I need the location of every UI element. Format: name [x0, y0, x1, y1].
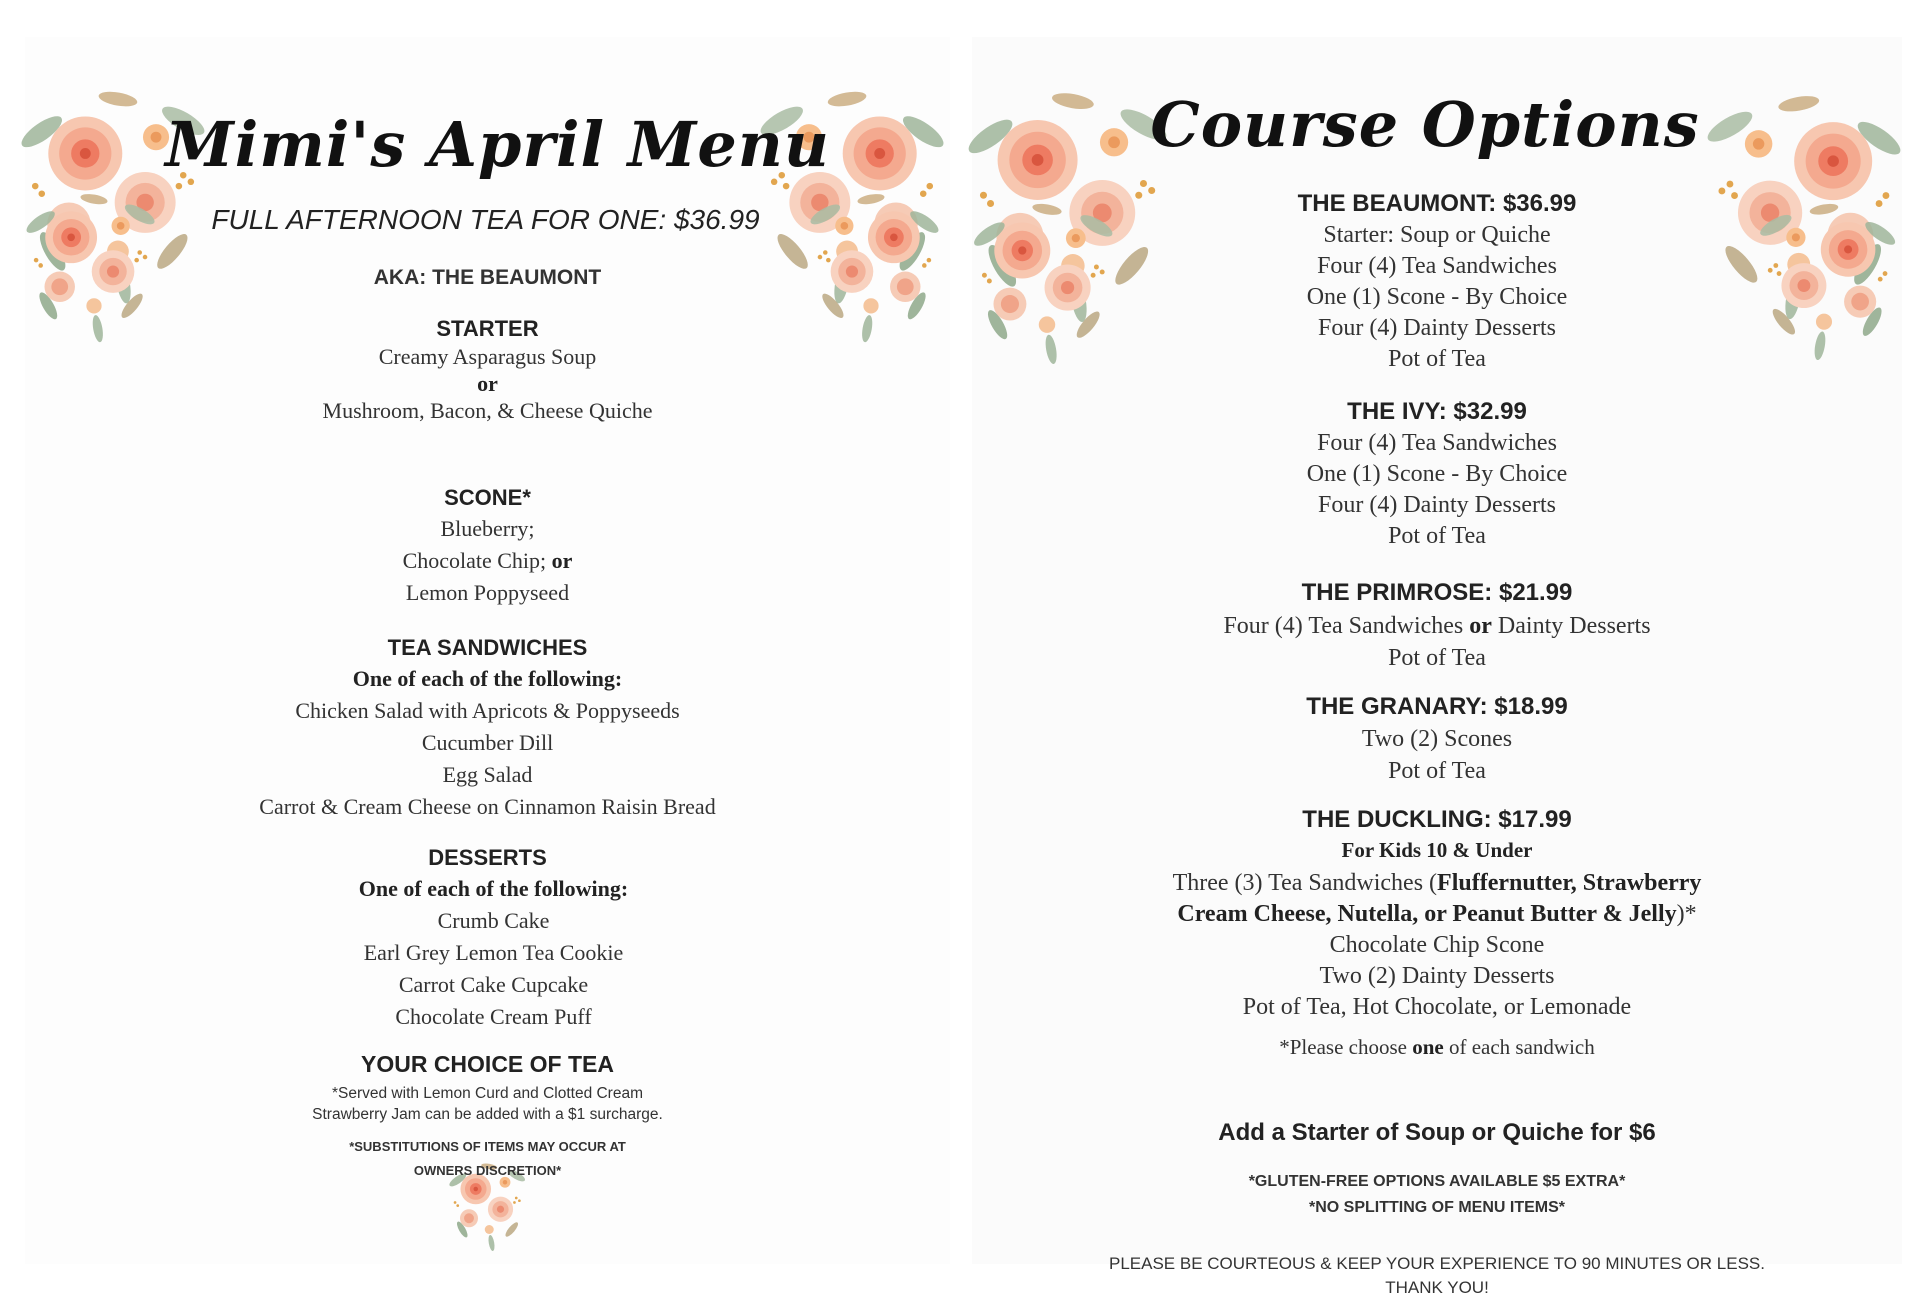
ivy-heading: THE IVY: $32.99: [1347, 398, 1527, 425]
desserts-heading: DESSERTS: [428, 845, 547, 870]
policy-notes: [972, 1169, 1902, 1221]
sandwich-item: Egg Salad: [442, 762, 533, 787]
beaumont-heading: THE BEAUMONT: $36.99: [1297, 190, 1577, 217]
primrose-section: [972, 577, 1902, 673]
scone-item: Chocolate Chip; or: [402, 548, 573, 573]
beaumont-item: Four (4) Dainty Desserts: [1318, 315, 1556, 341]
dessert-item: Earl Grey Lemon Tea Cookie: [363, 940, 624, 965]
ivy-item: Four (4) Dainty Desserts: [1318, 492, 1556, 518]
ivy-item: Four (4) Tea Sandwiches: [1317, 430, 1557, 456]
beaumont-section: [972, 188, 1902, 375]
desserts-subheading: One of each of the following:: [358, 876, 629, 901]
gluten-free-note: *GLUTEN-FREE OPTIONS AVAILABLE $5 EXTRA*: [1248, 1173, 1626, 1190]
duckling-note: *Please choose one of each sandwich: [1279, 1035, 1595, 1059]
courtesy-note: PLEASE BE COURTEOUS & KEEP YOUR EXPERIENCE TO 90 MINUTES OR LESS. THANK YOU!: [1109, 1254, 1765, 1297]
starter-section: [25, 315, 950, 425]
duckling-heading: THE DUCKLING: $17.99: [1302, 806, 1572, 833]
beaumont-item: Pot of Tea: [1388, 346, 1486, 372]
duckling-item: Two (2) Dainty Desserts: [1319, 963, 1555, 989]
scone-item: Lemon Poppyseed: [405, 580, 570, 605]
menu-title: Mimi's April Menu: [165, 108, 830, 181]
starter-option-quiche: Mushroom, Bacon, & Cheese Quiche: [322, 398, 653, 423]
tea-sandwiches-section: [25, 633, 950, 823]
duckling-sandwiches: Three (3) Tea Sandwiches (Fluffernutter, Strawberry: [1172, 870, 1702, 896]
ivy-item: One (1) Scone - By Choice: [1306, 461, 1568, 487]
tea-note: Strawberry Jam can be added with a $1 surcharge.: [312, 1106, 663, 1123]
add-starter-note: Add a Starter of Soup or Quiche for $6: [1218, 1119, 1656, 1146]
course-options-title: Course Options: [1150, 88, 1700, 161]
primrose-item: Pot of Tea: [1388, 645, 1486, 671]
left-menu-page: [25, 37, 950, 1264]
duckling-item: Pot of Tea, Hot Chocolate, or Lemonade: [1242, 994, 1632, 1020]
granary-section: [972, 691, 1902, 786]
primrose-item: Four (4) Tea Sandwiches or Dainty Desserts: [1223, 613, 1651, 639]
scone-item: Blueberry;: [440, 516, 535, 541]
duckling-section: [972, 804, 1902, 1061]
floral-corner-top-left: [20, 47, 205, 347]
dessert-item: Chocolate Cream Puff: [395, 1004, 592, 1029]
substitutions-note: *SUBSTITUTIONS OF ITEMS MAY OCCUR AT OWNERS DISCRETION*: [349, 1139, 626, 1178]
granary-heading: THE GRANARY: $18.99: [1306, 693, 1568, 720]
tea-sandwiches-subheading: One of each of the following:: [352, 666, 623, 691]
primrose-heading: THE PRIMROSE: $21.99: [1301, 579, 1573, 606]
menu-subtitle: FULL AFTERNOON TEA FOR ONE: $36.99: [211, 204, 760, 235]
beaumont-item: One (1) Scone - By Choice: [1306, 284, 1568, 310]
sandwich-item: Cucumber Dill: [421, 730, 554, 755]
ivy-item: Pot of Tea: [1388, 523, 1486, 549]
tea-section: [25, 1049, 950, 1125]
beaumont-item: Starter: Soup or Quiche: [1323, 222, 1551, 248]
duckling-sandwiches: Cream Cheese, Nutella, or Peanut Butter & Jelly)*: [1177, 901, 1697, 927]
tea-sandwiches-heading: TEA SANDWICHES: [387, 635, 588, 660]
right-menu-page: [972, 37, 1902, 1297]
beaumont-item: Four (4) Tea Sandwiches: [1317, 253, 1557, 279]
starter-or: or: [477, 371, 498, 396]
granary-item: Two (2) Scones: [1361, 726, 1513, 752]
dessert-item: Carrot Cake Cupcake: [398, 972, 589, 997]
starter-option-soup: Creamy Asparagus Soup: [378, 344, 597, 369]
sandwich-item: Carrot & Cream Cheese on Cinnamon Raisin Bread: [259, 794, 716, 819]
ivy-section: [972, 396, 1902, 552]
granary-item: Pot of Tea: [1388, 758, 1486, 784]
floral-corner-top-right: [760, 47, 945, 347]
tea-heading: YOUR CHOICE OF TEA: [360, 1051, 614, 1077]
scone-section: [25, 483, 950, 609]
scone-heading: SCONE*: [444, 485, 531, 510]
starter-heading: STARTER: [436, 316, 539, 341]
duckling-subheading: For Kids 10 & Under: [1341, 838, 1533, 862]
dessert-item: Crumb Cake: [437, 908, 550, 933]
sandwich-item: Chicken Salad with Apricots & Poppyseeds: [295, 698, 680, 723]
aka-label: AKA: THE BEAUMONT: [373, 266, 602, 289]
duckling-item: Chocolate Chip Scone: [1329, 932, 1545, 958]
desserts-section: [25, 843, 950, 1033]
no-splitting-note: *NO SPLITTING OF MENU ITEMS*: [1308, 1199, 1565, 1216]
tea-note: *Served with Lemon Curd and Clotted Cream: [331, 1085, 643, 1102]
